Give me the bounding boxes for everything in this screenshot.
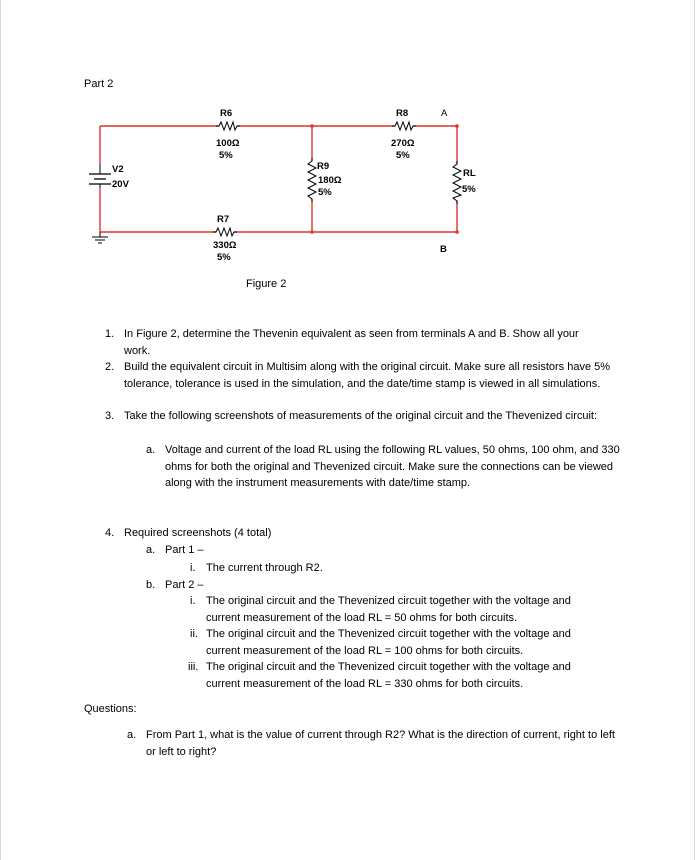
node-dot-a (455, 124, 459, 128)
questions-title: Questions: (84, 703, 137, 715)
r6-resistor-symbol (216, 122, 240, 130)
part2-item-number: iii. (188, 661, 199, 673)
r6-tolerance: 5% (219, 150, 233, 161)
task-text: In Figure 2, determine the Thevenin equivalent as seen from terminals A and B. Show all your work. (124, 328, 579, 357)
part2-item-text: The original circuit and the Thevenized circuit together with the voltage and current measurement of the load RL = 330 ohms for both circuits. (206, 661, 571, 690)
r9-label: R9 (317, 161, 330, 172)
v2-battery-symbol (89, 164, 111, 188)
r7-value: 330Ω (213, 240, 237, 251)
node-dot-b (455, 230, 459, 234)
r6-value: 100Ω (216, 138, 240, 149)
task-text: Build the equivalent circuit in Multisim along with the original circuit. Make sure all resistors have 5% tolerance, tolerance is used in the simulation, and the date/time stamp is viewed in all simulations. (124, 361, 611, 390)
rl-label: RL (463, 168, 476, 179)
part1-label: Part 1 – (165, 544, 204, 556)
part2-label: Part 2 – (165, 579, 204, 591)
r9-value: 180Ω (318, 175, 342, 186)
part2-letter: b. (146, 579, 156, 591)
question-letter: a. (127, 729, 137, 741)
task-number: 3. (105, 410, 115, 422)
part-title: Part 2 (84, 78, 114, 90)
part1-item-text: The current through R2. (206, 562, 323, 574)
r9-resistor-symbol (308, 158, 316, 202)
r8-tolerance: 5% (396, 150, 410, 161)
terminal-b-label: B (440, 244, 447, 255)
v2-value: 20V (112, 179, 129, 190)
node-dot-top (310, 124, 314, 128)
ground-symbol (92, 232, 108, 243)
figure-caption: Figure 2 (246, 278, 287, 290)
rl-tolerance: 5% (462, 184, 476, 195)
task-subitem-text: Voltage and current of the load RL using the following RL values, 50 ohms, 100 ohm, and 330 ohms for both the original and Thevenized circuit. Make sure the connections can be viewed along with the instrument measurements with date/time stamp. (165, 444, 620, 489)
r8-resistor-symbol (392, 122, 416, 130)
r8-value: 270Ω (391, 138, 415, 149)
task-text: Take the following screenshots of measurements of the original circuit and the Thevenized circuit: (124, 410, 598, 422)
rl-resistor-symbol (453, 161, 461, 204)
part2-item-number: ii. (190, 628, 198, 640)
required-number: 4. (105, 527, 115, 539)
circuit-figure (0, 0, 697, 300)
terminal-a-label: A (441, 108, 448, 119)
r6-label: R6 (220, 108, 233, 119)
node-dot-bottom (310, 230, 314, 234)
part2-item-text: The original circuit and the Thevenized circuit together with the voltage and current measurement of the load RL = 100 ohms for both circuits. (206, 628, 571, 657)
task-number: 1. (105, 328, 115, 340)
required-title: Required screenshots (4 total) (124, 527, 272, 539)
part1-item-number: i. (190, 562, 196, 574)
part2-item-text: The original circuit and the Thevenized circuit together with the voltage and current measurement of the load RL = 50 ohms for both circuits. (206, 595, 571, 624)
r8-label: R8 (396, 108, 409, 119)
part2-item-number: i. (190, 595, 196, 607)
r7-resistor-symbol (213, 228, 237, 236)
v2-label: V2 (112, 164, 124, 175)
question-text: From Part 1, what is the value of current through R2? What is the direction of current, right to left or left to right? (146, 729, 615, 758)
r9-tolerance: 5% (318, 187, 332, 198)
task-number: 2. (105, 361, 115, 373)
r7-tolerance: 5% (217, 252, 231, 263)
r7-label: R7 (217, 214, 230, 225)
task-subitem-number: a. (146, 444, 156, 456)
part1-letter: a. (146, 544, 156, 556)
